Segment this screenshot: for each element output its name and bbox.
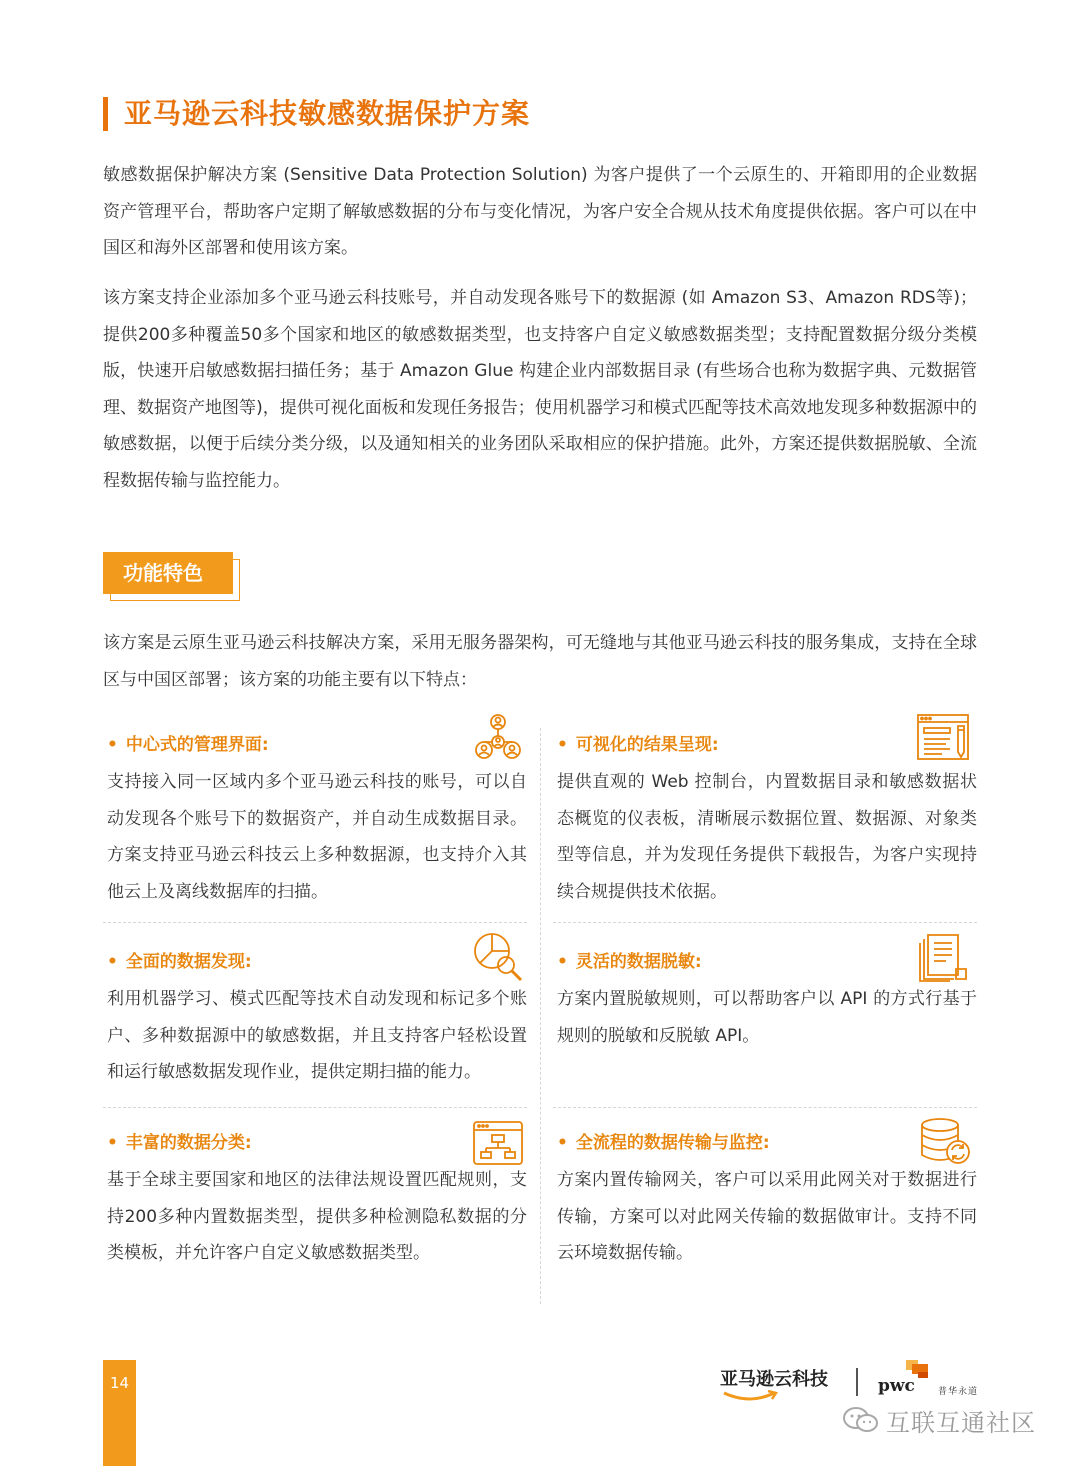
- feature-title: • 灵活的数据脱敏:: [557, 952, 702, 972]
- feature-card: [557, 947, 977, 1097]
- grid-divider-row-2: [103, 1107, 527, 1108]
- dashboard-document-icon: [916, 712, 972, 764]
- feature-card: [107, 1128, 527, 1278]
- feature-body: 利用机器学习、模式匹配等技术自动发现和标记多个账户、多种数据源中的敏感数据，并且支持客户轻松设置和运行敏感数据发现作业，提供定期扫描的能力。: [107, 989, 527, 1082]
- chart-search-icon: [470, 931, 526, 983]
- feature-card: [557, 1128, 977, 1278]
- feature-body: 支持接入同一区域内多个亚马逊云科技的账号，可以自动发现各个账号下的数据资产，并自动生成数据目录。方案支持亚马逊云科技云上多种数据源，也支持介入其他云上及离线数据库的扫描。: [107, 772, 527, 902]
- feature-title: • 全流程的数据传输与监控:: [557, 1133, 770, 1153]
- grid-vertical-divider: [540, 728, 541, 1304]
- feature-title-text: 可视化的结果呈现:: [575, 735, 719, 755]
- aws-smile-icon: [722, 1390, 782, 1404]
- wechat-icon: [842, 1406, 880, 1434]
- feature-body: 方案内置传输网关，客户可以采用此网关对于数据进行传输，方案可以对此网关传输的数据做审计。支持不同云环境数据传输。: [557, 1170, 977, 1263]
- feature-body: 提供直观的 Web 控制台，内置数据目录和敏感数据状态概览的仪表板，清晰展示数据位置、数据源、对象类型等信息，并为发现任务提供下载报告，为客户实现持续合规提供技术依据。: [557, 772, 977, 902]
- feature-title: • 丰富的数据分类:: [107, 1133, 252, 1153]
- document-stack-icon: [916, 931, 972, 983]
- page-number-tab: [103, 1360, 136, 1466]
- feature-body: 方案内置脱敏规则，可以帮助客户以 API 的方式行基于规则的脱敏和反脱敏 API。: [557, 989, 977, 1046]
- browser-network-icon: [470, 1118, 526, 1170]
- pwc-chinese-name: 普华永道: [938, 1387, 979, 1397]
- detail-paragraph: 该方案支持企业添加多个亚马逊云科技账号，并自动发现各账号下的数据源 (如 Amazon S3、Amazon RDS等)；提供200多种覆盖50多个国家和地区的敏感数据类型，也支持客户自定义敏感数据类型；支持配置数据分级分类模版，快速开启敏感数据扫描任务；基于 Amazon Glue 构建企业内部数据目录 (有些场合也称为数据字典、元数据管理、数据资产地图等)，提供可视化面板和发现任务报告；使用机器学习和模式匹配等技术高效地发现多种数据源中的敏感数据，以便于后续分类分级，以及通知相关的业务团队采取相应的保护措施。此外，方案还提供数据脱敏、全流程数据传输与监控能力。: [103, 288, 977, 491]
- feature-title-text: 全流程的数据传输与监控:: [575, 1133, 770, 1153]
- page-title: 亚马逊云科技敏感数据保护方案: [124, 97, 531, 130]
- feature-title: • 可视化的结果呈现:: [557, 735, 719, 755]
- grid-divider-row-1: [103, 922, 527, 923]
- grid-divider-row-1-right: [553, 922, 977, 923]
- title-accent-bar: [103, 97, 108, 131]
- page-number: 14: [109, 1374, 130, 1392]
- feature-title-text: 全面的数据发现:: [125, 952, 252, 972]
- feature-card: [557, 730, 977, 910]
- database-sync-icon: [916, 1116, 972, 1168]
- feature-title: • 中心式的管理界面:: [107, 735, 269, 755]
- aws-logo: 亚马逊云科技: [720, 1369, 828, 1390]
- watermark-text: 互联互通社区: [886, 1409, 1036, 1437]
- feature-body: 基于全球主要国家和地区的法律法规设置匹配规则，支持200多种内置数据类型，提供多种检测隐私数据的分类模板，并允许客户自定义敏感数据类型。: [107, 1170, 527, 1263]
- features-intro-paragraph: 该方案是云原生亚马逊云科技解决方案，采用无服务器架构，可无缝地与其他亚马逊云科技的服务集成，支持在全球区与中国区部署；该方案的功能主要有以下特点：: [103, 633, 977, 690]
- logo-separator: [856, 1368, 858, 1396]
- feature-title-text: 灵活的数据脱敏:: [575, 952, 702, 972]
- section-tag: 功能特色: [103, 552, 233, 594]
- users-network-icon: [470, 712, 526, 764]
- feature-title-text: 中心式的管理界面:: [125, 735, 269, 755]
- intro-paragraph: 敏感数据保护解决方案 (Sensitive Data Protection Solution) 为客户提供了一个云原生的、开箱即用的企业数据资产管理平台，帮助客户定期了解敏感数据的分布与变化情况，为客户安全合规从技术角度提供依据。客户可以在中国区和海外区部署和使用该方案。: [103, 165, 977, 258]
- feature-title-text: 丰富的数据分类:: [125, 1133, 252, 1153]
- feature-card: [107, 730, 527, 910]
- feature-card: [107, 947, 527, 1097]
- feature-title: • 全面的数据发现:: [107, 952, 252, 972]
- grid-divider-row-2-right: [553, 1107, 977, 1108]
- pwc-logo: pwc: [878, 1376, 915, 1396]
